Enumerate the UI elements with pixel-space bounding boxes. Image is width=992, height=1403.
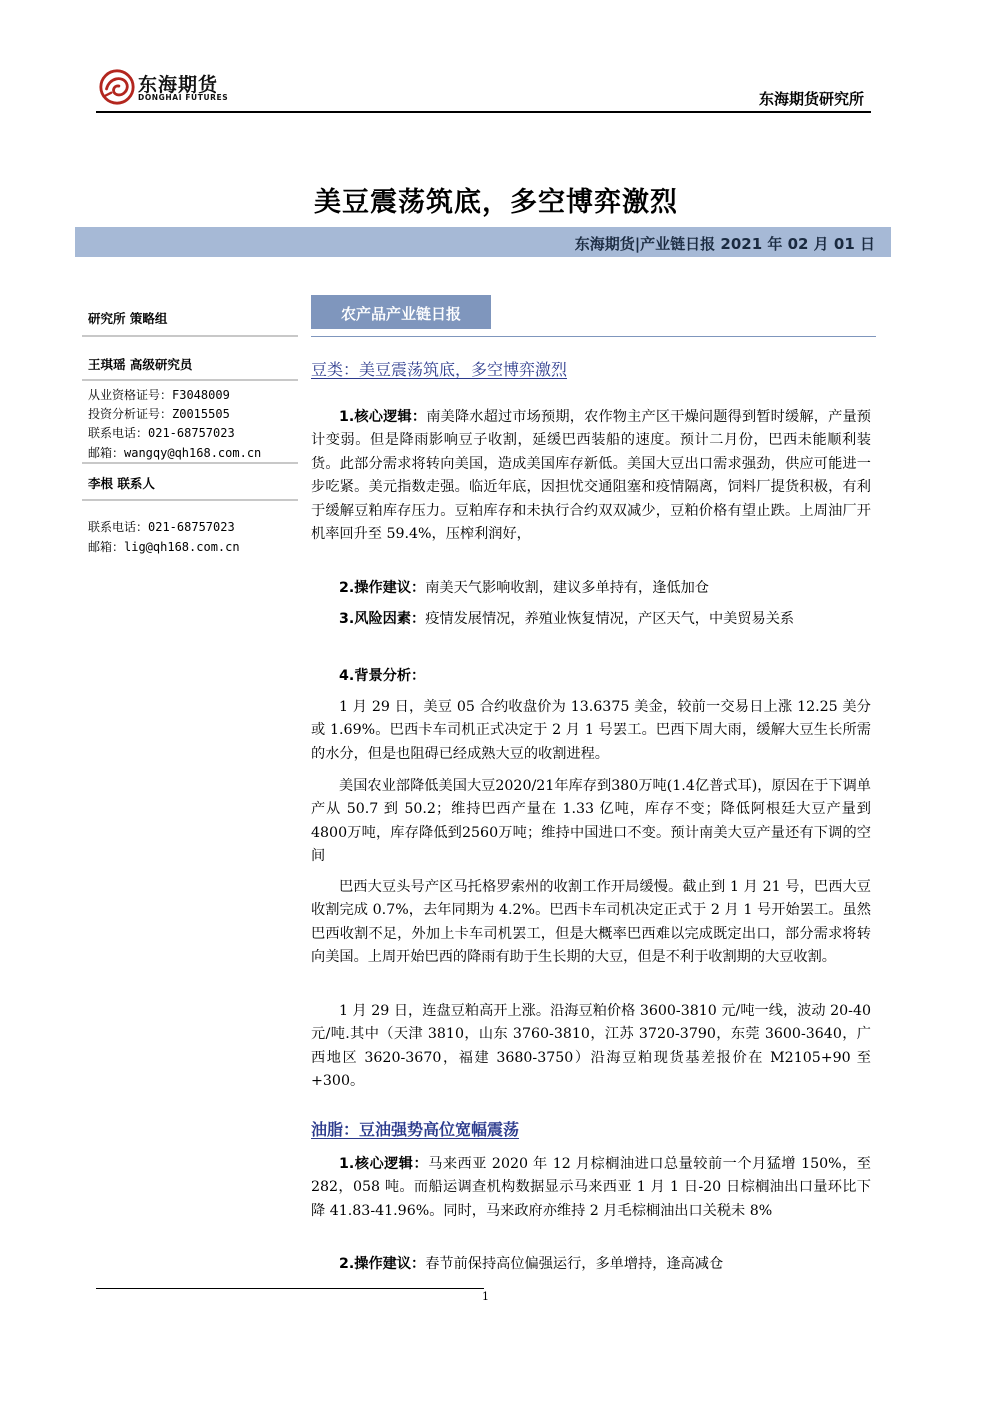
section-divider [311, 336, 876, 337]
section-tag [311, 295, 491, 329]
analyst2-email[interactable]: 邮箱：lig@qh168.com.cn [88, 540, 240, 554]
dragon-logo-icon [98, 68, 136, 106]
soy-advice [311, 577, 871, 600]
soy-core-logic [311, 406, 871, 546]
sidebar-divider [82, 499, 298, 501]
department-label: 研究所 策略组 [88, 311, 168, 326]
analyst1-email[interactable]: 邮箱：wangqy@qh168.com.cn [88, 446, 262, 460]
analyst1-name: 王琪瑶 高级研究员 [88, 357, 193, 372]
oil-core-logic [311, 1153, 871, 1223]
sidebar-divider [82, 379, 298, 381]
footer-divider [96, 1288, 484, 1289]
soy-background-label: 4.背景分析： [339, 668, 426, 684]
soy-background-p4: 1 月 29 日，连盘豆粕高开上涨。沿海豆粕价格 3600-3810 元/吨一线，波动 20-40 元/吨.其中（天津 3810，山东 3760-3810，江苏 3720-3790，东莞 3600-3640，广西地区 3620-3670，福建 3680-3750）沿海豆粕现货基差报价在 M2105+90 至+300。 [311, 1003, 871, 1090]
oil-advice-label: 2.操作建议： [339, 1256, 426, 1272]
analyst1-invest-cert: 投资分析证号：Z0015505 [88, 407, 230, 421]
oil-core-logic-text: 马来西亚 2020 年 12 月棕榈油进口总量较前一个月猛增 150%，至 282，058 吨。而船运调查机构数据显示马来西亚 1 月 1 日-20 日棕榈油出口量环比下降 41.83-41.96%。同时，马来政府亦维持 2 月毛棕榈油出口关税未 8% [311, 1156, 871, 1219]
soy-background-p3: 巴西大豆头号产区马托格罗索州的收割工作开局缓慢。截止到 1 月 21 号，巴西大豆收割完成 0.7%，去年同期为 4.2%。巴西卡车司机决定正式于 2 月 1 号开始罢工。虽然巴西收割不足，外加上卡车司机罢工，但是大概率巴西难以完成既定出口，部分需求将转向美国。上周开始巴西的降雨有助于生长期的大豆，但是不利于收割期的大豆收割。 [311, 879, 871, 966]
oil-heading: 油脂：豆油强势高位宽幅震荡 [311, 1120, 520, 1139]
page-number: 1 [482, 1290, 489, 1303]
analyst1-qualification: 从业资格证号：F3048009 [88, 388, 230, 402]
soy-heading: 豆类：美豆震荡筑底，多空博弈激烈 [311, 360, 568, 379]
report-date-line: 东海期货|产业链日报 2021 年 02 月 01 日 [574, 235, 875, 253]
institute-name: 东海期货研究所 [758, 90, 864, 108]
company-logo [98, 66, 238, 110]
soy-background-heading [311, 665, 871, 688]
soy-background-p1: 1 月 29 日，美豆 05 合约收盘价为 13.6375 美金，较前一交易日上涨 12.25 美分或 1.69%。巴西卡车司机正式决定于 2 月 1 号罢工。巴西下周大雨，缓解大豆生长所需的水分，但是也阻碍已经成熟大豆的收割进程。 [311, 699, 871, 762]
oil-advice [311, 1253, 871, 1276]
soy-risk-label: 3.风险因素： [339, 611, 426, 627]
oil-advice-text: 春节前保持高位偏强运行，多单增持，逢高减仓 [425, 1256, 724, 1272]
soy-core-logic-text: 南美降水超过市场预期，农作物主产区干燥问题得到暂时缓解，产量预计变弱。但是降雨影响豆子收割，延缓巴西装船的速度。预计二月份，巴西未能顺利装货。此部分需求将转向美国，造成美国库存新低。美国大豆出口需求强劲，供应可能进一步吃紧。美元指数走强。临近年底，因担忧交通阻塞和疫情隔离，饲料厂提货积极，有利于缓解豆粕库存压力。豆粕库存和未执行合约双双减少，豆粕价格有望止跌。上周油厂开机率回升至 59.4%，压榨利润好， [311, 409, 871, 543]
analyst1-phone: 联系电话：021-68757023 [88, 426, 235, 440]
logo-english-name: DONGHAI FUTURES [138, 93, 229, 102]
report-title: 美豆震荡筑底，多空博弈激烈 [314, 187, 678, 218]
sidebar-divider [82, 462, 298, 464]
title-band [75, 227, 891, 257]
analyst2-name: 李根 联系人 [88, 476, 155, 491]
soy-core-logic-label: 1.核心逻辑： [339, 409, 427, 425]
soy-advice-text: 南美天气影响收割，建议多单持有，逢低加仓 [425, 580, 709, 596]
soy-risk [311, 608, 871, 631]
soy-advice-label: 2.操作建议： [339, 580, 426, 596]
analyst2-phone: 联系电话：021-68757023 [88, 520, 235, 534]
section-tag-label: 农产品产业链日报 [340, 305, 461, 323]
sidebar-divider [82, 335, 298, 337]
soy-background-p2: 美国农业部降低美国大豆2020/21年库存到380万吨(1.4亿普式耳)，原因在于下调单产从 50.7 到 50.2；维持巴西产量在 1.33 亿吨，库存不变；降低阿根廷大豆产量到4800万吨，库存降低到2560万吨；维持中国进口不变。预计南美大豆产量还有下调的空间 [311, 778, 871, 865]
soy-risk-text: 疫情发展情况，养殖业恢复情况，产区天气，中美贸易关系 [425, 611, 795, 627]
logo-chinese-name: 东海期货 [138, 74, 219, 96]
header-divider [96, 111, 871, 113]
oil-core-logic-label: 1.核心逻辑： [339, 1156, 429, 1172]
